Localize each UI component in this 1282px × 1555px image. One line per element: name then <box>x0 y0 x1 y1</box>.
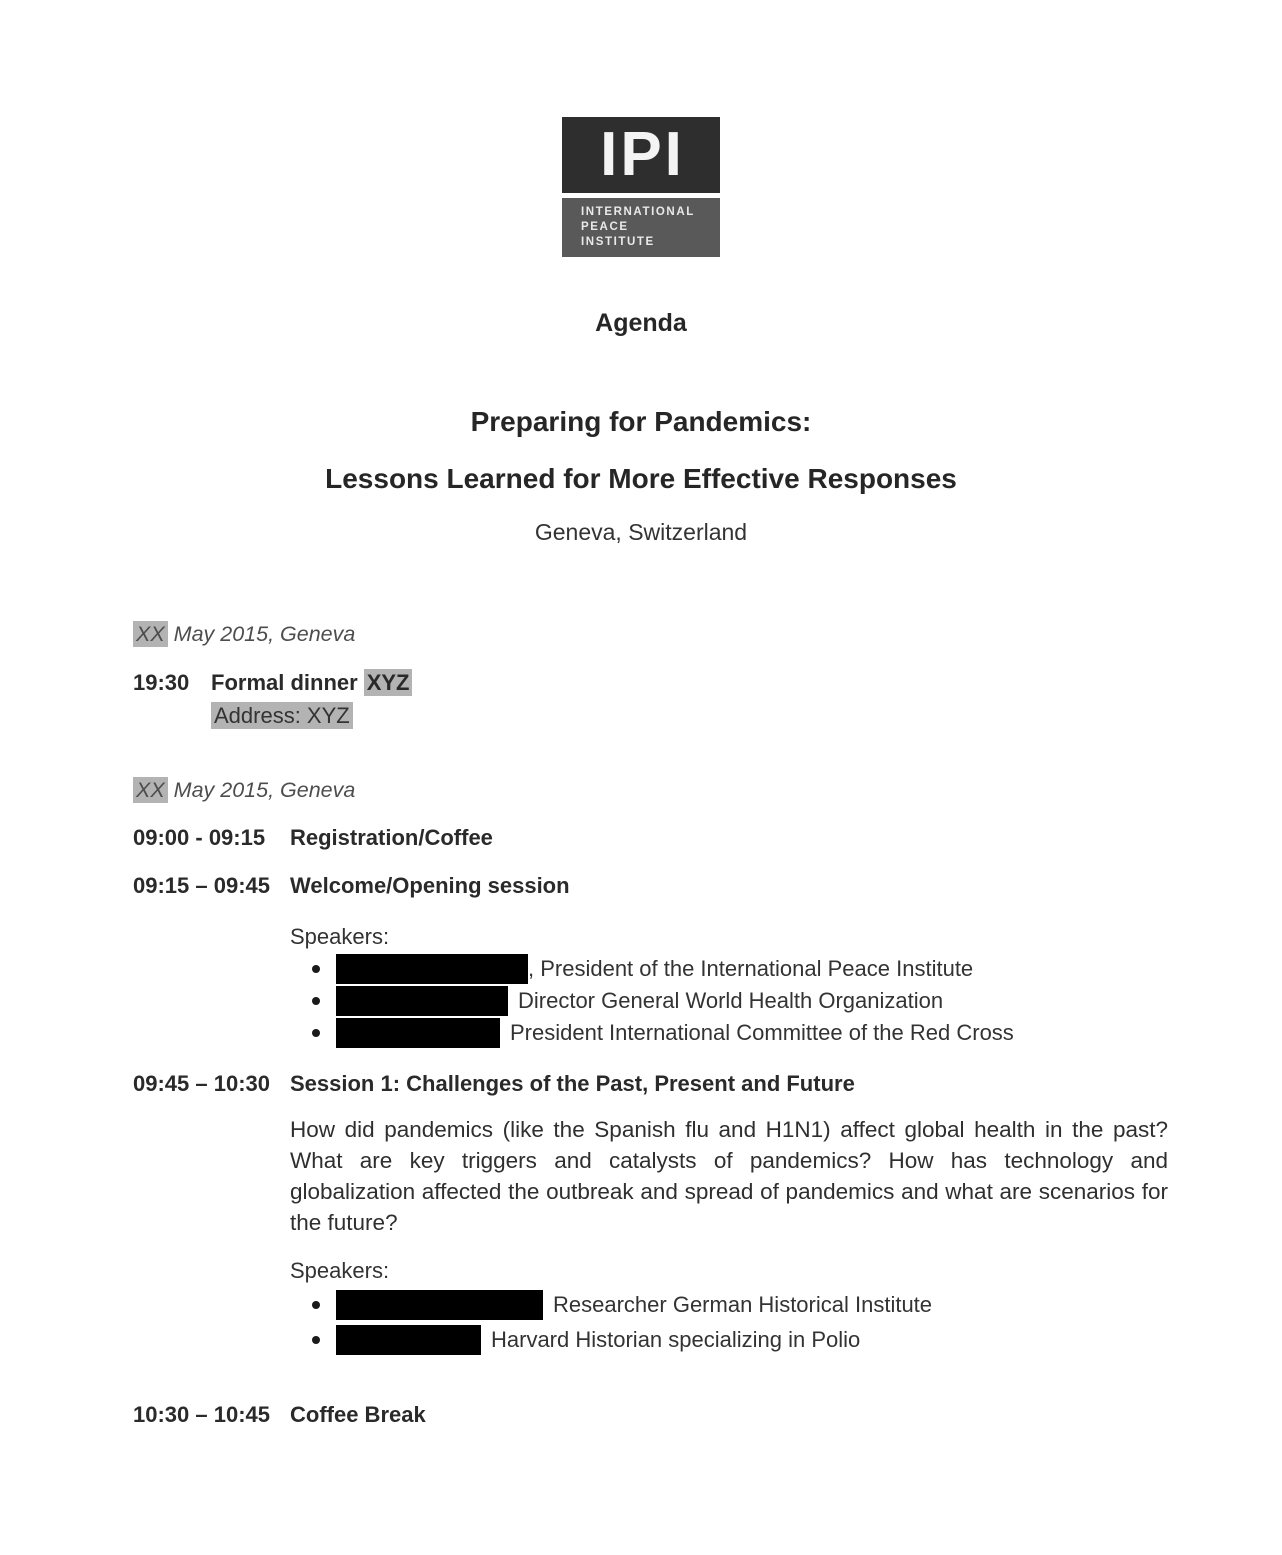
registration-title: Registration/Coffee <box>290 825 493 850</box>
welcome-title: Welcome/Opening session <box>290 873 570 898</box>
doc-type-heading: Agenda <box>595 309 687 337</box>
speaker-title: , President of the International Peace Institute <box>528 956 974 981</box>
schedule-row-welcome <box>133 873 1282 899</box>
speaker-title: Director General World Health Organization <box>518 988 944 1013</box>
redacted-name <box>336 986 508 1016</box>
redacted-name <box>336 1018 500 1048</box>
ipi-logo-acronym-block <box>562 117 720 193</box>
welcome-speakers-label: Speakers: <box>290 924 390 949</box>
bullet-icon <box>312 997 320 1005</box>
speaker-title: Researcher German Historical Institute <box>553 1291 933 1317</box>
speaker-title: Harvard Historian specializing in Polio <box>491 1326 861 1352</box>
session1-speakers-list <box>0 1287 1282 1357</box>
speaker-item <box>312 953 1282 985</box>
event-title-line-2: Lessons Learned for More Effective Responses <box>325 463 957 494</box>
dinner-details <box>211 666 412 732</box>
coffee-break-title: Coffee Break <box>290 1402 426 1427</box>
speaker-item <box>312 1287 1282 1322</box>
ipi-logo-acronym: IPI <box>600 120 685 189</box>
bullet-icon <box>312 1336 320 1344</box>
session1-time: 09:45 – 10:30 <box>133 1071 270 1096</box>
event-location: Geneva, Switzerland <box>534 519 748 545</box>
dinner-title-line <box>211 666 412 699</box>
event-title-line-1: Preparing for Pandemics: <box>470 406 812 437</box>
schedule-row-registration <box>133 825 1282 851</box>
redacted-name <box>336 1325 481 1355</box>
bullet-icon <box>312 1029 320 1037</box>
dinner-address-placeholder: Address: XYZ <box>211 702 353 729</box>
dinner-address-line <box>211 699 412 732</box>
session1-description: How did pandemics (like the Spanish flu and H1N1) affect global health in the past? What are key triggers and catalysts of pandemics? How has technology and globalization affected the outbreak and spread of pandemics and what are scenarios for the future? <box>290 1117 1168 1235</box>
ipi-logo <box>562 117 720 257</box>
ipi-logo-name-line: INTERNATIONAL <box>581 206 695 218</box>
agenda-document <box>0 117 1282 1428</box>
schedule-row-session1 <box>133 1071 1282 1097</box>
speaker-item <box>312 1322 1282 1357</box>
dinner-time: 19:30 <box>133 670 190 695</box>
welcome-speakers-list <box>0 953 1282 1049</box>
ipi-logo-name-line: PEACE <box>581 221 629 233</box>
welcome-time: 09:15 – 09:45 <box>133 873 270 898</box>
day2-date-text: May 2015, Geneva <box>173 778 356 802</box>
day2-date-line <box>133 777 1282 803</box>
day1-date-line <box>133 621 1282 647</box>
schedule-row-dinner <box>133 666 1282 732</box>
bullet-icon <box>312 1301 320 1309</box>
bullet-icon <box>312 965 320 973</box>
session1-title: Session 1: Challenges of the Past, Present and Future <box>290 1071 855 1096</box>
day1-date-text: May 2015, Geneva <box>173 622 356 646</box>
speaker-title: President International Committee of the Red Cross <box>510 1020 1014 1045</box>
day1-date-placeholder: XX <box>133 621 168 647</box>
speaker-item <box>312 985 1282 1017</box>
session1-speakers-label: Speakers: <box>290 1258 390 1283</box>
redacted-name <box>336 1290 543 1320</box>
registration-time: 09:00 - 09:15 <box>133 825 266 850</box>
coffee-break-time: 10:30 – 10:45 <box>133 1402 270 1427</box>
day2-date-placeholder: XX <box>133 777 168 803</box>
ipi-logo-name-line: INSTITUTE <box>581 236 655 248</box>
dinner-venue-placeholder: XYZ <box>364 669 413 696</box>
ipi-logo-name-block <box>562 198 720 257</box>
speaker-item <box>312 1017 1282 1049</box>
dinner-title: Formal dinner <box>211 670 358 695</box>
schedule-row-coffee-break <box>133 1402 1282 1428</box>
redacted-name <box>336 954 528 984</box>
